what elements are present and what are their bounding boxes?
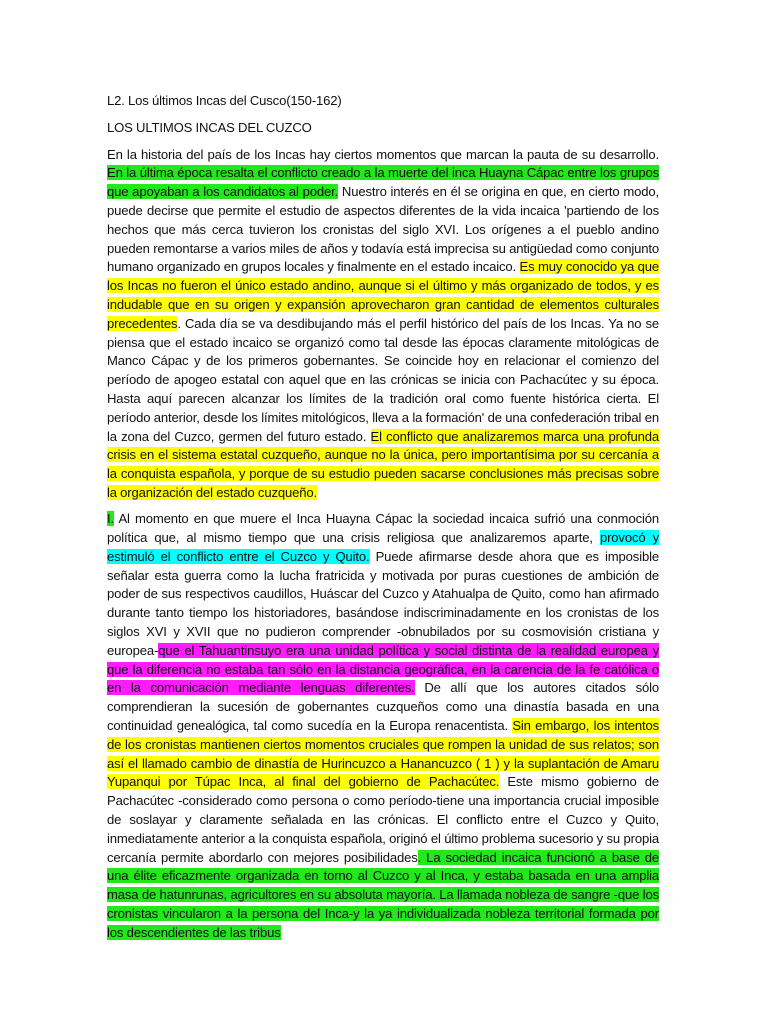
highlight-green: . La sociedad incaica funcionó a base de una élite eficazmente organizada en torno al Cuzco y al Inca, y estaba basada en una amplia masa de hatunrunas, agricultores en su absoluta mayoría. La llamada nobleza de sangre -que los cronistas vincularon a la persona del Inca-y la ya individualizada nobleza territorial formada por los descendientes de las tribus — [107, 849, 660, 940]
highlight-green: En la última época resalta el conflicto creado a la muerte del inca Huayna Cápac entre los grupos que apoyaban a los candidatos al poder. — [107, 165, 659, 200]
highlight-cyan: provocó y estimuló el conflicto entre el Cuzco y Quito. — [107, 530, 659, 564]
text-run: En la historia del país de los Incas hay ciertos momentos que marcan la pauta de su desarrollo. — [107, 146, 659, 162]
text-run: Este mismo gobierno de Pachacútec -considerado como persona o como período-tiene una importancia crucial imposible de soslayar y claramente señalada en las crónicas. El conflicto entre el Cuzco y Quito, inmediatamente anterior a la conquista española, originó el último problema sucesorio y su propia cercanía permite abordarlo con mejores posibilidades — [107, 774, 659, 865]
paragraph-intro — [107, 146, 659, 503]
highlight-yellow: El conflicto que analizaremos marca una profunda crisis en el sistema estatal cuzqueño, aunque no la única, pero importantísima por su cercanía a la conquista española, y porque de su estudio pueden sacarse conclusiones más precisas sobre la organización del estado cuzqueño. — [107, 428, 659, 500]
text-run: . Cada día se va desdibujando más el perfil histórico del país de los Incas. Ya no se piensa que el estado incaico se organizó como tal desde las épocas claramente mitológicas de Manco Cápac y de los primeros gobernantes. Se coincide hoy en relacionar el comienzo del período de apogeo estatal con aquel que en las crónicas se inicia con Pachacútec y su época. Hasta aquí parecen alcanzar los límites de la tradición oral como fuente histórica cierta. El período anterior, desde los límites mitológicos, lleva a la formación' de una confederación tribal en la zona del Cuzco, germen del futuro estado. — [107, 315, 659, 444]
document-body — [107, 92, 659, 950]
document-reference-title: L2. Los últimos Incas del Cusco(150-162) — [107, 93, 342, 108]
paragraph-section-one — [107, 510, 659, 942]
text-run: Nuestro interés en él se origina en que, en cierto modo, puede decirse que permite el estudio de aspectos diferentes de la vida incaica 'partiendo de los hechos que más cerca tuvieron los cronistas del siglo XVI. Los orígenes a el pueblo andino pueden remontarse a varios miles de años y todavía está imprecisa su antigüedad como conjunto humano organizado en grupos locales y finalmente en el estado incaico. — [107, 184, 659, 275]
highlight-yellow: Sin embargo, los intentos de los cronistas mantienen ciertos momentos cruciales que rompen la unidad de sus relatos; son así el llamado cambio de dinastía de Hurincuzco a Hanancuzco ( 1 ) y la suplantación de Amaru Yupanqui por Túpac Inca, al final del gobierno de Pachacútec. — [107, 718, 660, 790]
text-run: Puede afirmarse desde ahora que es imposible señalar esta guerra como la lucha fratricida y motivada por puras cuestiones de ambición de poder de sus respectivos caudillos, Huáscar del Cuzco y Atahualpa de Quito, como han afirmado durante tanto tiempo los historiadores, basándose indiscriminadamente en los cronistas de los siglos XVI y XVII que no pudieron comprender -obnubilados por su cosmovisión cristiana y europea- — [107, 548, 659, 658]
highlight-green: I. — [107, 511, 114, 527]
document-section-title: LOS ULTIMOS INCAS DEL CUZCO — [107, 119, 312, 135]
highlight-yellow: Es muy conocido ya que los Incas no fueron el único estado andino, aunque si el último y más organizado de todos, y es indudable que en su origen y expansión aprovecharon gran cantidad de elementos culturales precedentes — [107, 259, 660, 331]
text-run: De allí que los autores citados sólo comprendieran la sucesión de gobernantes cuzqueños como una dinastía basada en una continuidad genealógica, tal como sucedía en la Europa renacentista. — [107, 680, 659, 733]
text-run: Al momento en que muere el Inca Huayna Cápac la sociedad incaica sufrió una conmoción política que, al mismo tiempo que una crisis religiosa que analizaremos aparte, — [107, 511, 659, 546]
highlight-magenta: que el Tahuantinsuyo era una unidad política y social distinta de la realidad europea y que la diferencia no estaba tan sólo en la distancia geográfica, en la carencia de la fe católica o en la comunicación mediante lenguas diferentes. — [107, 642, 659, 696]
